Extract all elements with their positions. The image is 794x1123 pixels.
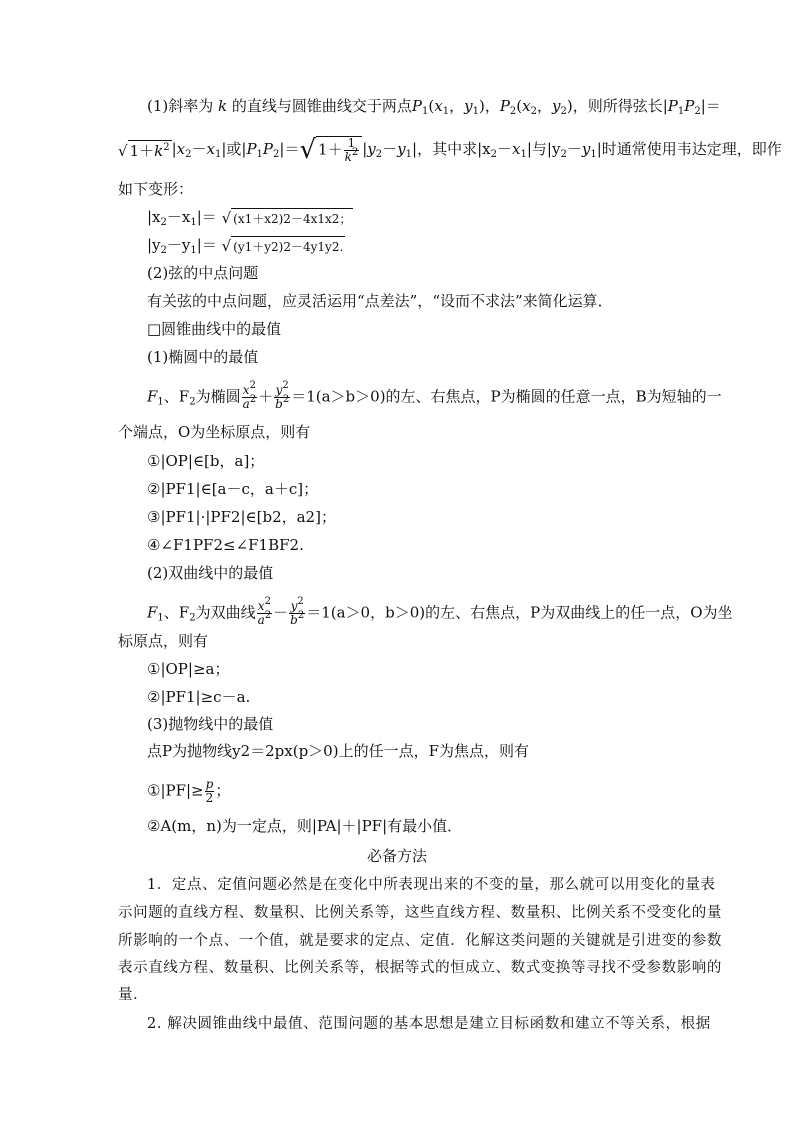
sqrt-y: √ (y1＋y2)2－4y1y2.	[221, 236, 344, 255]
frac-y2-b2: $\frac{y^2}{b^2}$	[275, 380, 290, 411]
ellipse-item-4: ④∠F1PF2≤∠F1BF2.	[147, 536, 304, 554]
method-1-line-2: 示问题的直线方程、数量积、比例关系等，这些直线方程、数量积、比例关系不受变化的量	[118, 905, 722, 921]
text: 为椭圆	[195, 387, 241, 406]
text: (1)斜率为	[147, 97, 214, 115]
text: |时通常使用韦达定理，即作	[596, 140, 782, 158]
method-1-line-4: 表示直线方程、数量积、比例关系等，根据等式的恒成立、数式变换等寻找不受参数影响的	[118, 960, 722, 976]
parabola-item-2: ②A(m，n)为一定点，则|PA|＋|PF|有最小值．	[147, 817, 463, 835]
text: |＝	[279, 140, 300, 158]
hyperbola-line-2: 标原点，则有	[118, 632, 209, 650]
text: F	[147, 387, 158, 406]
text: |与|y	[526, 140, 561, 158]
parabola-line-1: 点P为抛物线y2＝2px(p＞0)上的任一点，F为焦点，则有	[147, 742, 529, 760]
text: ，则所得弦长|	[572, 97, 668, 115]
frac-x2-a2: $\frac{x^2}{a^2}$	[257, 596, 272, 627]
intro-line-1: (1)斜率为 k 的直线与圆锥曲线交于两点$P_1(x_1$，$y_1$)，$P_2(x_2$，$y_2$)，则所得弦长$|P_1P_2|=$	[147, 97, 721, 117]
hyperbola-line-1: $F_1$、$F_2$为双曲线 $\frac{x^2}{a^2}$ － $\frac{y^2}{b^2}$ ＝1(a＞0，b＞0)的左、右焦点，P为双曲线上的任一点，O为坐	[147, 596, 733, 627]
ellipse-item-3: ③|PF1|·|PF2|∈[b2，a2]；	[147, 508, 336, 526]
parabola-title: (3)抛物线中的最值	[147, 715, 274, 733]
methods-title: 必备方法	[366, 847, 427, 865]
intro-line-2: √ $1+k^2$ $|x_2-x_1|$或$|P_1P_2|=√$ 1＋ $\frac{1}{k^2}$ $|y_2-y_1|$，其中求$|x_2-x_1|$与$|y_2-y_1|$时通常使用韦达定理，即作	[118, 135, 782, 165]
ellipse-title: (1)椭圆中的最值	[147, 348, 259, 366]
section-2-title: (2)弦的中点问题	[147, 264, 259, 282]
text: ；	[215, 781, 231, 800]
method-1-line-5: 量．	[118, 987, 149, 1003]
sqrt-1-1-over-k2: √ 1＋ $\frac{1}{k^2}$	[299, 136, 362, 164]
text: ＝1(a＞b＞0)的左、右焦点，P为椭圆的任意一点，B为短轴的一	[291, 387, 722, 406]
ellipse-item-1: ①|OP|∈[b，a]；	[147, 452, 265, 470]
formula-x-diff: $|x_2-x_1|=$ √ (x1＋x2)2－4x1x2；	[147, 208, 352, 228]
intro-line-3: 如下变形：	[118, 180, 194, 198]
ellipse-line-2: 个端点，O为坐标原点，则有	[118, 423, 311, 441]
text: |＝	[196, 236, 217, 254]
method-2-line-1: 2. 解决圆锥曲线中最值、范围问题的基本思想是建立目标函数和建立不等关系，根据	[147, 1016, 711, 1032]
hyperbola-item-2: ②|PF1|≥c－a.	[147, 688, 251, 706]
method-1-line-1: 1．定点、定值问题必然是在变化中所表现出来的不变的量，那么就可以用变化的量表	[147, 877, 716, 893]
text: －x	[166, 208, 191, 226]
text: |y	[147, 236, 161, 254]
text: 为双曲线	[195, 603, 256, 622]
method-1-line-3: 所影响的一个点、一个值，就是要求的定点、定值．化解这类问题的关键就是引进变的参数	[118, 933, 722, 949]
sqrt-1-k2: √ $1+k^2$	[118, 141, 170, 160]
text: |，其中求|x	[412, 140, 491, 158]
text: ①|PF|≥	[147, 781, 204, 800]
frac-y2-b2: $\frac{y^2}{b^2}$	[290, 596, 305, 627]
ellipse-item-2: ②|PF1|∈[a－c，a＋c]；	[147, 480, 319, 498]
text: 、F	[163, 387, 190, 406]
section-heading: □圆锥曲线中的最值	[147, 320, 282, 338]
frac-x2-a2: $\frac{x^2}{a^2}$	[242, 380, 257, 411]
text: |＝	[700, 97, 721, 115]
hyperbola-title: (2)双曲线中的最值	[147, 564, 274, 582]
text: －y	[166, 236, 191, 254]
hyperbola-item-1: ①|OP|≥a；	[147, 660, 230, 678]
ellipse-line-1: $F_1$、$F_2$为椭圆 $\frac{x^2}{a^2}$ ＋ $\frac{y^2}{b^2}$ ＝1(a＞b＞0)的左、右焦点，P为椭圆的任意一点，B为短轴的一	[147, 380, 722, 411]
formula-y-diff: $|y_2-y_1|=$ √ (y1＋y2)2－4y1y2.	[147, 236, 344, 256]
text: F	[147, 603, 158, 622]
section-2-body: 有关弦的中点问题，应灵活运用“点差法”，“设而不求法”来简化运算．	[147, 292, 613, 310]
frac-p-2: $\frac{p}{2}$	[205, 777, 214, 805]
sqrt-x: √ (x1＋x2)2－4x1x2；	[221, 208, 352, 227]
text: 的直线与圆锥曲线交于两点	[231, 97, 412, 115]
text: |x	[147, 208, 161, 226]
text: ＝1(a＞0，b＞0)的左、右焦点，P为双曲线上的任一点，O为坐	[306, 603, 733, 622]
parabola-item-1	[147, 778, 230, 805]
text: |＝	[196, 208, 217, 226]
var-k: k	[218, 97, 228, 115]
text: |或|	[221, 140, 247, 158]
text: 、F	[163, 603, 190, 622]
